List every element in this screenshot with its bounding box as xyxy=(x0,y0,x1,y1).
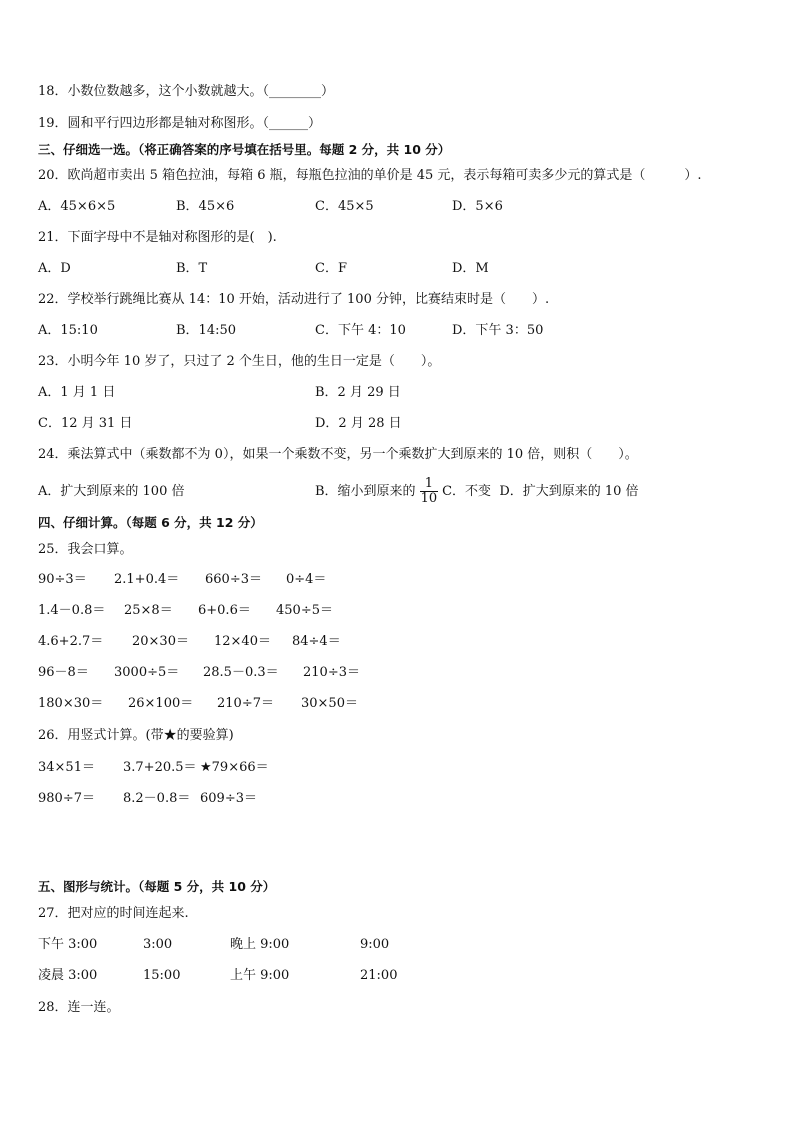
oral-calc-item: 3000÷5＝ xyxy=(114,665,180,680)
time-item: 21:00 xyxy=(360,968,398,983)
oral-calc-item: 84÷4＝ xyxy=(292,634,341,649)
question-25-stem: 25．我会口算。 xyxy=(38,542,133,557)
question-21-stem: 21．下面字母中不是轴对称图形的是( ). xyxy=(38,230,277,245)
section-4-heading: 四、仔细计算。（每题 6 分，共 12 分） xyxy=(38,515,263,530)
q20-option-b: B．45×6 xyxy=(176,199,235,214)
oral-calc-item: 20×30＝ xyxy=(132,634,189,649)
question-23-stem: 23．小明今年 10 岁了，只过了 2 个生日，他的生日一定是（ ）。 xyxy=(38,354,441,369)
vertical-calc-item: 609÷3＝ xyxy=(200,791,257,806)
oral-calc-item: 12×40＝ xyxy=(214,634,271,649)
oral-calc-item: 180×30＝ xyxy=(38,696,104,711)
question-26-stem: 26．用竖式计算。(带★的要验算) xyxy=(38,728,234,743)
q21-option-a: A．D xyxy=(38,261,71,276)
oral-calc-item: 450÷5＝ xyxy=(276,603,333,618)
vertical-calc-item: 34×51＝ xyxy=(38,760,95,775)
oral-calc-item: 1.4－0.8＝ xyxy=(38,603,106,618)
question-28-stem: 28．连一连。 xyxy=(38,1000,120,1015)
question-18: 18．小数位数越多，这个小数就越大。（________） xyxy=(38,84,335,99)
fraction-numerator: 1 xyxy=(420,477,439,492)
q24-option-a: A．扩大到原来的 100 倍 xyxy=(38,484,185,499)
vertical-calc-item: ★79×66＝ xyxy=(200,760,269,775)
q22-option-d: D．下午 3：50 xyxy=(452,323,544,338)
oral-calc-item: 0÷4＝ xyxy=(286,572,327,587)
time-item: 9:00 xyxy=(360,937,390,952)
question-24-stem: 24．乘法算式中（乘数都不为 0），如果一个乘数不变，另一个乘数扩大到原来的 10 倍，则积（ ）。 xyxy=(38,447,638,462)
q22-option-a: A．15:10 xyxy=(38,323,98,338)
oral-calc-item: 660÷3＝ xyxy=(205,572,262,587)
q22-option-c: C．下午 4：10 xyxy=(315,323,406,338)
question-22-stem: 22．学校举行跳绳比赛从 14：10 开始，活动进行了 100 分钟，比赛结束时是（ ）. xyxy=(38,292,550,307)
question-20-stem: 20．欧尚超市卖出 5 箱色拉油，每箱 6 瓶，每瓶色拉油的单价是 45 元，表示每箱可卖多少元的算式是（ ）. xyxy=(38,168,702,183)
section-5-heading: 五、图形与统计。（每题 5 分，共 10 分） xyxy=(38,879,276,894)
time-item: 3:00 xyxy=(143,937,173,952)
q24-option-bcd xyxy=(315,474,639,510)
vertical-calc-item: 980÷7＝ xyxy=(38,791,95,806)
vertical-calc-item: 8.2－0.8＝ xyxy=(123,791,191,806)
q24-option-c: C．不变 xyxy=(442,484,492,499)
oral-calc-item: 6+0.6＝ xyxy=(198,603,251,618)
q23-option-b: B．2 月 29 日 xyxy=(315,385,401,400)
q21-option-c: C．F xyxy=(315,261,347,276)
question-19: 19．圆和平行四边形都是轴对称图形。（______） xyxy=(38,116,322,131)
q22-option-b: B．14:50 xyxy=(176,323,237,338)
time-item: 晚上 9:00 xyxy=(230,937,290,952)
oral-calc-item: 210÷3＝ xyxy=(303,665,360,680)
fraction-denominator: 10 xyxy=(420,491,438,506)
time-item: 下午 3:00 xyxy=(38,937,98,952)
q23-option-a: A．1 月 1 日 xyxy=(38,385,116,400)
q21-option-d: D．M xyxy=(452,261,489,276)
oral-calc-item: 2.1+0.4＝ xyxy=(114,572,180,587)
q24-option-d: D．扩大到原来的 10 倍 xyxy=(499,484,639,499)
section-3-heading: 三、仔细选一选。（将正确答案的序号填在括号里。每题 2 分，共 10 分） xyxy=(38,142,451,157)
time-item: 15:00 xyxy=(143,968,181,983)
time-item: 上午 9:00 xyxy=(230,968,290,983)
q24-option-b-prefix: B．缩小到原来的 xyxy=(315,484,416,499)
question-27-stem: 27．把对应的时间连起来. xyxy=(38,906,189,921)
oral-calc-item: 210÷7＝ xyxy=(217,696,274,711)
oral-calc-item: 26×100＝ xyxy=(128,696,194,711)
oral-calc-item: 25×8＝ xyxy=(124,603,173,618)
vertical-calc-item: 3.7+20.5＝ xyxy=(123,760,197,775)
q20-option-d: D．5×6 xyxy=(452,199,503,214)
oral-calc-item: 30×50＝ xyxy=(301,696,358,711)
q21-option-b: B．T xyxy=(176,261,208,276)
q23-option-d: D．2 月 28 日 xyxy=(315,416,402,431)
oral-calc-item: 96－8＝ xyxy=(38,665,89,680)
q20-option-c: C．45×5 xyxy=(315,199,374,214)
oral-calc-item: 28.5－0.3＝ xyxy=(203,665,279,680)
oral-calc-item: 90÷3＝ xyxy=(38,572,87,587)
q20-option-a: A．45×6×5 xyxy=(38,199,116,214)
fraction-one-tenth xyxy=(420,477,439,506)
q23-option-c: C．12 月 31 日 xyxy=(38,416,133,431)
oral-calc-item: 4.6+2.7＝ xyxy=(38,634,104,649)
time-item: 凌晨 3:00 xyxy=(38,968,98,983)
